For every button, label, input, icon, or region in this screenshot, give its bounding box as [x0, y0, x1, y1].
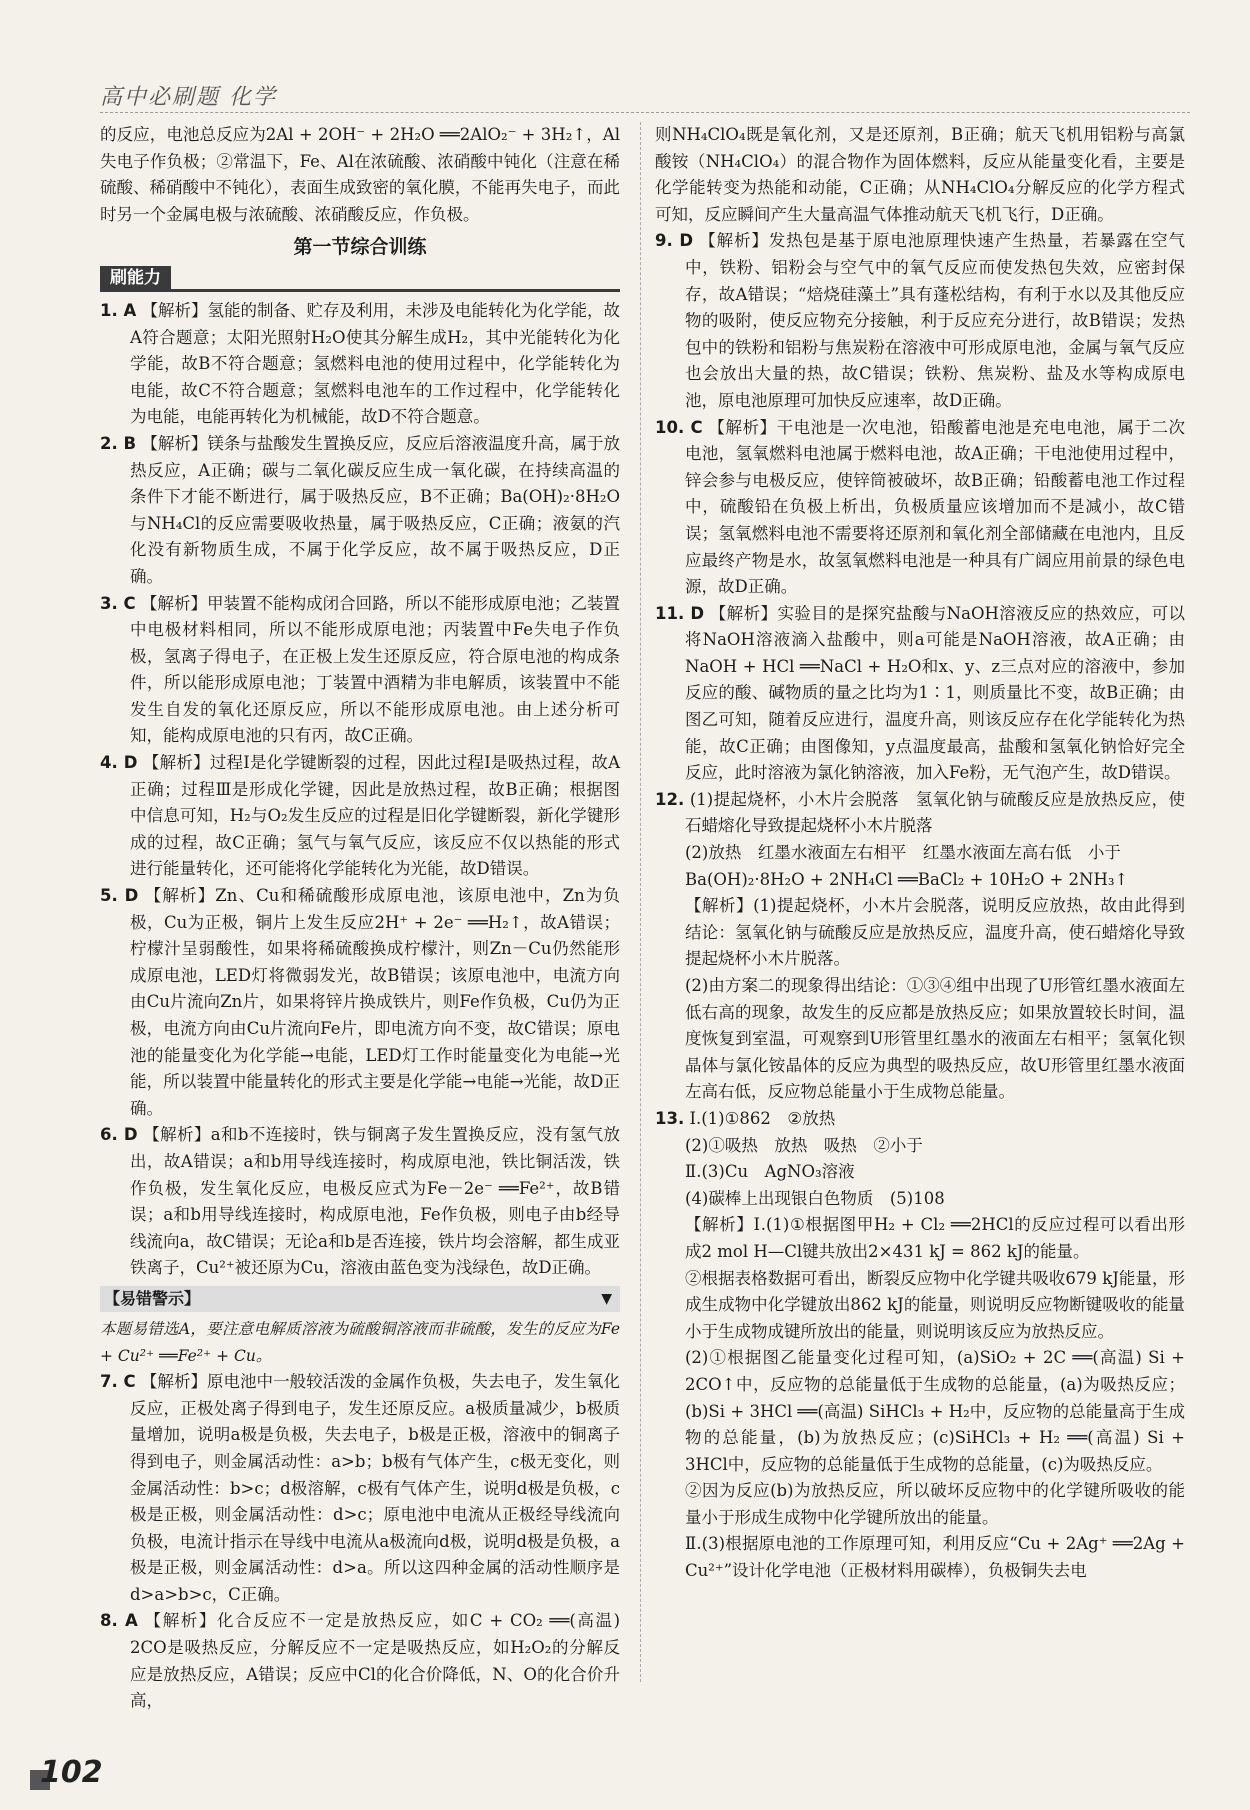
- answer-item: 13. Ⅰ.(1)①862 ②放热: [655, 1108, 836, 1128]
- answer-item: 7. C 【解析】原电池中一般较活泼的金属作负极，失去电子，发生氧化反应，正极处离子得到电子，发生还原反应。a极质量减少，b极质量增加，说明a极是负极，失去电子，b极是正极，溶液中的铜离子得到电子，则金属活动性：a>b；b极有气体产生，c极无变化，则金属活动性：b>c；d极溶解，c极有气体产生，说明d极是负极，c极是正极，则金属活动性：d>c；原电池中电流从正极经导线流向负极，电流计指示在导线中电流从a极流向d极，说明d极是负极，a极是正极，则金属活动性：d>a。所以这四种金属的活动性顺序是d>a>b>c，C正确。: [100, 1372, 621, 1604]
- warning-label: 【易错警示】: [104, 1288, 201, 1308]
- answer-item: 10. C 【解析】干电池是一次电池，铅酸蓄电池是充电电池，属于二次电池，氢氧燃料电池属于燃料电池，故A正确；干电池使用过程中，锌会参与电极反应，使锌筒被破坏，故B正确；铅酸蓄电池工作过程中，硫酸铅在负极上析出，负极质量应该增加而不是减小，故C错误；氢氧燃料电池不需要将还原剂和氧化剂全部储藏在电池内，且反应最终产物是水，故氢氧燃料电池是一种具有广阔应用前景的绿色电源，故D正确。: [655, 417, 1185, 597]
- column-divider: [640, 122, 641, 1682]
- warning-bar: [100, 1286, 620, 1312]
- right-intro: 则NH₄ClO₄既是氧化剂，又是还原剂，B正确；航天飞机用铝粉与高氯酸铵（NH₄ClO₄）的混合物作为固体燃料，反应从能量变化看，主要是化学能转变为热能和动能，C正确；从NH₄ClO₄分解反应的化学方程式可知，反应瞬间产生大量高温气体推动航天飞机飞行，D正确。: [655, 125, 1185, 224]
- ability-tag-bar: [100, 265, 620, 292]
- q13-analysis: 【解析】Ⅰ.(1)①根据图甲H₂ + Cl₂ ══2HCl的反应过程可以看出形成2 mol H—Cl键共放出2×431 kJ = 862 kJ的能量。: [685, 1215, 1185, 1261]
- q13-line: Ⅱ.(3)Cu AgNO₃溶液: [685, 1162, 855, 1182]
- q13-analysis: ②根据表格数据可看出，断裂反应物中化学键共吸收679 kJ能量，形成生成物中化学键放出862 kJ的能量，则说明反应物断键吸收的能量小于生成物成键所放出的能量，则说明该反应为放热反应。: [685, 1268, 1185, 1341]
- warning-text: 本题易错选A，要注意电解质溶液为硫酸铜溶液而非硫酸，发生的反应为Fe + Cu²⁺ ══Fe²⁺ + Cu。: [100, 1319, 620, 1365]
- page-number: 102: [40, 1755, 103, 1790]
- answer-item: 3. C 【解析】甲装置不能构成闭合回路，所以不能形成原电池；乙装置中电极材料相同，所以不能形成原电池；丙装置中Fe失电子作负极，氢离子得电子，在正极上发生还原反应，符合原电池的构成条件，所以能形成原电池；丁装置中酒精为非电解质，该装置中不能发生自发的氧化还原反应，所以不能形成原电池。由上述分析可知，能构成原电池的只有丙，故C正确。: [100, 593, 621, 746]
- answer-item: 12. (1)提起烧杯，小木片会脱落 氢氧化钠与硫酸反应是放热反应，使石蜡熔化导致提起烧杯小木片脱落: [655, 789, 1186, 836]
- q12-analysis: 【解析】(1)提起烧杯，小木片会脱落，说明反应放热，故由此得到结论：氢氧化钠与硫酸反应是放热反应，温度升高，使石蜡熔化导致提起烧杯小木片脱落。: [685, 896, 1185, 969]
- q12-line: (2)放热 红墨水液面左右相平 红墨水液面左高右低 小于: [685, 843, 1121, 863]
- q13-analysis: ②因为反应(b)为放热反应，所以破坏反应物中的化学键所吸收的能量小于形成生成物中化学键所放出的能量。: [685, 1481, 1185, 1527]
- answer-item: 2. B 【解析】镁条与盐酸发生置换反应，反应后溶液温度升高，属于放热反应，A正确；碳与二氧化碳反应生成一氧化碳，在持续高温的条件下才能不断进行，属于吸热反应，B不正确；Ba(OH)₂·8H₂O与NH₄Cl的反应需要吸收热量，属于吸热反应，C正确；液氨的汽化没有新物质生成，不属于化学反应，故不属于吸热反应，D正确。: [100, 433, 621, 586]
- answer-item: 6. D 【解析】a和b不连接时，铁与铜离子发生置换反应，没有氢气放出，故A错误；a和b用导线连接时，构成原电池，铁比铜活泼，铁作负极，发生氧化反应，电极反应式为Fe－2e⁻ ══Fe²⁺，故B错误；a和b用导线连接时，构成原电池，Fe作负极，则电子由b经导线流向a，故C错误；无论a和b是否连接，铁片均会溶解，都生成亚铁离子，Cu²⁺被还原为Cu，溶液由蓝色变为浅绿色，故D正确。: [100, 1125, 620, 1278]
- answer-item: 5. D 【解析】Zn、Cu和稀硫酸形成原电池，该原电池中，Zn为负极，Cu为正极，铜片上发生反应2H⁺ + 2e⁻ ══H₂↑，故A错误；柠檬汁呈弱酸性，如果将稀硫酸换成柠檬汁，则Zn－Cu仍然能形成原电池，LED灯将微弱发光，故B错误；该原电池中，电流方向由Cu片流向Zn片，如果将锌片换成铁片，则Fe作负极，Cu仍为正极，电流方向由Cu片流向Fe片，即电流方向不变，故C错误；原电池的能量变化为化学能→电能，LED灯工作时能量变化为电能→光能，所以装置中能量转化的形式主要是化学能→电能→光能，故D正确。: [100, 886, 620, 1118]
- answer-item: 1. A 【解析】氢能的制备、贮存及利用，未涉及电能转化为化学能，故A符合题意；太阳光照射H₂O使其分解生成H₂，其中光能转化为化学能，故B不符合题意；氢燃料电池的使用过程中，化学能转化为电能，故C不符合题意；氢燃料电池车的工作过程中，化学能转化为电能，电能再转化为机械能，故D不符合题意。: [100, 300, 621, 427]
- answer-item: 9. D 【解析】发热包是基于原电池原理快速产生热量，若暴露在空气中，铁粉、铝粉会与空气中的氧气反应而使发热包失效，应密封保存，故A错误；“焙烧硅藻土”具有蓬松结构，有利于水以及其他反应物的吸附，使反应物充分接触，利于反应充分进行，故B错误；发热包中的铁粉和铝粉与焦炭粉在溶液中可形成原电池，金属与氧气反应也会放出大量的热，故C错误；铁粉、焦炭粉、盐及水等构成原电池，原电池原理可加快反应速率，故D正确。: [655, 231, 1186, 410]
- q12-equation: Ba(OH)₂·8H₂O + 2NH₄Cl ══BaCl₂ + 10H₂O + 2NH₃↑: [685, 869, 1129, 889]
- q13-line: (2)①吸热 放热 吸热 ②小于: [685, 1135, 923, 1155]
- q13-line: (4)碳棒上出现银白色物质 (5)108: [685, 1188, 945, 1208]
- answer-item: 11. D 【解析】实验目的是探究盐酸与NaOH溶液反应的热效应，可以将NaOH溶液滴入盐酸中，则a可能是NaOH溶液，故A正确；由NaOH + HCl ══NaCl + H₂O和x、y、z三点对应的溶液中，参加反应的酸、碱物质的量之比均为1∶1，则质量比不变，故B正确；由图乙可知，随着反应进行，温度升高，则该反应存在化学能转化为热能，故C正确；由图像知，y点温度最高，盐酸和氢氧化钠恰好完全反应，此时溶液为氯化钠溶液，加入Fe粉，无气泡产生，故D错误。: [655, 603, 1185, 783]
- section-title: 第一节综合训练: [293, 236, 427, 259]
- header-rule: [100, 112, 1190, 113]
- answer-item: 4. D 【解析】过程Ⅰ是化学键断裂的过程，因此过程Ⅰ是吸热过程，故A正确；过程Ⅲ是形成化学键，因此是放热过程，故B正确；根据图中信息可知，H₂与O₂发生反应的过程是旧化学键断裂，新化学键形成的过程，故C正确；氢气与氧气反应，该反应不仅以热能的形式进行能量转化，还可能将化学能转化为光能，故D错误。: [100, 753, 620, 879]
- triangle-down-icon: ▼: [601, 1290, 612, 1307]
- left-column: [100, 122, 620, 1715]
- q12-analysis: (2)由方案二的现象得出结论：①③④组中出现了U形管红墨水液面左低右高的现象，故发生的反应都是放热反应；如果放置较长时间，温度恢复到室温，可观察到U形管里红墨水的液面左右相平；氢氧化钡晶体与氯化铵晶体的反应为典型的吸热反应，故U形管里红墨水液面左高右低，反应物总能量小于生成物总能量。: [685, 976, 1185, 1102]
- page-header: 高中必刷题 化学: [100, 85, 277, 110]
- q13-analysis: Ⅱ.(3)根据原电池的工作原理可知，利用反应“Cu + 2Ag⁺ ══2Ag + Cu²⁺”设计化学电池（正极材料用碳棒），负极铜失去电: [685, 1534, 1185, 1581]
- answer-item: 8. A 【解析】化合反应不一定是放热反应，如C + CO₂ ══(高温) 2CO是吸热反应，分解反应不一定是吸热反应，如H₂O₂的分解反应是放热反应，A错误；反应中Cl的化合价降低，N、O的化合价升高，: [100, 1611, 621, 1711]
- q13-analysis: (2)①根据图乙能量变化过程可知，(a)SiO₂ + 2C ══(高温) Si + 2CO↑中，反应物的总能量低于生成物的总能量，(a)为吸热反应；(b)Si + 3HCl ══(高温) SiHCl₃ + H₂中，反应物的总能量高于生成物的总能量，(b)为放热反应；(c)SiHCl₃ + H₂ ══(高温) Si + 3HCl中，反应物的总能量低于生成物的总能量，(c)为吸热反应。: [685, 1348, 1185, 1474]
- left-intro: 的反应，电池总反应为2Al + 2OH⁻ + 2H₂O ══2AlO₂⁻ + 3H₂↑，Al失电子作负极；②常温下，Fe、Al在浓硫酸、浓硝酸中钝化（注意在稀硫酸、稀硝酸中不钝化），表面生成致密的氧化膜，不能再失电子，而此时另一个金属电极与浓硫酸、浓硝酸反应，作负极。: [100, 125, 620, 224]
- ability-tag: 刷能力: [100, 266, 171, 290]
- right-column: [655, 122, 1185, 1585]
